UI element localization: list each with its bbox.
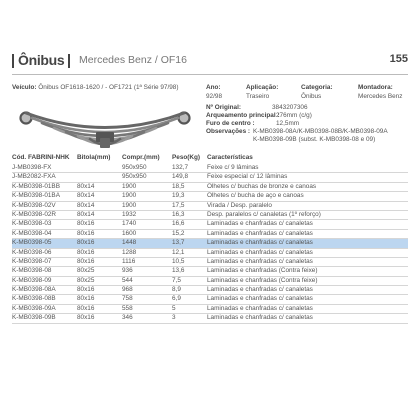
cell-peso: 132,7 bbox=[172, 164, 188, 171]
title-left-bar bbox=[12, 54, 14, 68]
cell-caracteristicas: Laminadas e chanfradas (Contra feixe) bbox=[207, 267, 318, 275]
page-title: Ônibus bbox=[18, 52, 65, 68]
table-row[interactable] bbox=[12, 202, 408, 211]
parts-table bbox=[12, 154, 408, 324]
cell-bitola: 80x16 bbox=[77, 220, 95, 228]
leaf-spring-image bbox=[16, 92, 194, 152]
arqueamento-value: 276mm (c/g) bbox=[276, 112, 312, 119]
info-header-montadora: Montadora: bbox=[358, 84, 393, 91]
table-row[interactable] bbox=[12, 220, 408, 229]
cell-bitola: 80x25 bbox=[77, 276, 95, 284]
info-value-montadora: Mercedes Benz bbox=[358, 93, 403, 100]
header-caracteristicas: Características bbox=[207, 154, 253, 161]
vehicle-label: Veículo: bbox=[12, 84, 37, 91]
cell-comprimento: 1448 bbox=[122, 239, 137, 247]
page-subtitle: Mercedes Benz / OF16 bbox=[79, 54, 187, 66]
table-row[interactable] bbox=[12, 164, 408, 173]
header-comprimento: Compr.(mm) bbox=[122, 154, 160, 161]
table-row[interactable] bbox=[12, 286, 408, 295]
cell-bitola: 80x14 bbox=[77, 201, 95, 209]
cell-codigo: K-MB0398-07 bbox=[12, 257, 52, 265]
cell-codigo: K-MB0398-09 bbox=[12, 276, 52, 284]
cell-codigo: K-MB0398-03 bbox=[12, 220, 52, 228]
cell-codigo: J-MB0398-FX bbox=[12, 164, 52, 171]
cell-caracteristicas: Laminadas e chanfradas c/ canaletas bbox=[207, 239, 313, 247]
cell-codigo: K-MB0398-09A bbox=[12, 304, 56, 312]
cell-peso: 3 bbox=[172, 314, 176, 322]
cell-peso: 6,9 bbox=[172, 295, 181, 303]
info-value-aplicacao: Traseiro bbox=[246, 93, 270, 100]
table-row[interactable] bbox=[12, 173, 408, 182]
cell-caracteristicas: Laminadas e chanfradas c/ canaletas bbox=[207, 286, 313, 294]
cell-codigo: K-MB0398-08B bbox=[12, 295, 56, 303]
cell-comprimento: 1932 bbox=[122, 210, 137, 218]
cell-caracteristicas: Feixe especial c/ 12 lâminas bbox=[207, 173, 288, 181]
cell-codigo: K-MB0398-02V bbox=[12, 201, 56, 209]
table-row[interactable] bbox=[12, 267, 408, 276]
cell-codigo: K-MB0398-02R bbox=[12, 210, 57, 218]
cell-codigo: K-MB0398-05 bbox=[12, 239, 52, 247]
header-rule bbox=[12, 74, 408, 75]
info-value-categoria: Ônibus bbox=[301, 93, 322, 100]
table-row[interactable] bbox=[12, 192, 408, 201]
cell-caracteristicas: Laminadas e chanfradas (Contra feixe) bbox=[207, 276, 318, 284]
cell-bitola: 80x14 bbox=[77, 182, 95, 190]
cell-caracteristicas: Laminadas e chanfradas c/ canaletas bbox=[207, 220, 313, 228]
cell-codigo: K-MB0398-08 bbox=[12, 267, 52, 275]
cell-caracteristicas: Laminadas e chanfradas c/ canaletas bbox=[207, 304, 313, 312]
cell-codigo: J-MB2082-FXA bbox=[12, 173, 56, 181]
cell-bitola: 80x14 bbox=[77, 210, 95, 218]
vehicle-value: Ônibus OF1618-1620 / - OF1721 (1ª Série 97/98) bbox=[38, 84, 179, 91]
cell-codigo: K-MB0398-08A bbox=[12, 286, 56, 294]
observacoes-line-2: K-MB0398-09B (subst. K-MB0398-08 e 09) bbox=[253, 136, 376, 143]
cell-peso: 12,1 bbox=[172, 248, 185, 256]
cell-bitola: 80x16 bbox=[77, 257, 95, 265]
table-header bbox=[12, 154, 408, 164]
header-codigo: Cód. FABRINI-NHK bbox=[12, 154, 70, 161]
cell-comprimento: 1740 bbox=[122, 220, 137, 228]
vehicle-line bbox=[12, 84, 179, 92]
table-row[interactable] bbox=[12, 277, 408, 286]
cell-bitola: 80x14 bbox=[77, 192, 95, 200]
cell-caracteristicas: Desp. paralelos c/ canaletas (1º reforço) bbox=[207, 210, 321, 218]
table-row[interactable] bbox=[12, 249, 408, 258]
cell-comprimento: 1600 bbox=[122, 229, 137, 237]
cell-peso: 18,5 bbox=[172, 182, 185, 190]
cell-peso: 13,6 bbox=[172, 267, 185, 275]
furo-value: 12,5mm bbox=[276, 120, 300, 127]
cell-bitola: 80x16 bbox=[77, 286, 95, 294]
observacoes-line-1: K-MB0398-08A/K-MB0398-08B/K-MB0398-09A bbox=[253, 128, 388, 135]
table-row[interactable] bbox=[12, 211, 408, 220]
table-row[interactable] bbox=[12, 239, 408, 248]
cell-peso: 19,3 bbox=[172, 192, 185, 200]
cell-codigo: K-MB0398-04 bbox=[12, 229, 52, 237]
cell-peso: 16,6 bbox=[172, 220, 185, 228]
original-value: 3843207306 bbox=[272, 104, 308, 111]
table-row[interactable] bbox=[12, 295, 408, 304]
cell-codigo: K-MB0398-01BA bbox=[12, 192, 60, 200]
cell-bitola: 80x16 bbox=[77, 304, 95, 312]
info-header-categoria: Categoria: bbox=[301, 84, 333, 91]
page-number: 155 bbox=[389, 53, 408, 65]
cell-peso: 8,9 bbox=[172, 286, 181, 294]
cell-caracteristicas: Olhetes c/ bucha de aço e canoas bbox=[207, 192, 304, 200]
cell-caracteristicas: Olhetes c/ buchas de bronze e canoas bbox=[207, 182, 317, 190]
cell-caracteristicas: Laminadas e chanfradas c/ canaletas bbox=[207, 248, 313, 256]
info-value-ano: 92/98 bbox=[206, 93, 222, 100]
cell-comprimento: 558 bbox=[122, 304, 133, 312]
cell-codigo: K-MB0398-06 bbox=[12, 248, 52, 256]
info-header-aplicacao: Aplicação: bbox=[246, 84, 279, 91]
cell-peso: 13,7 bbox=[172, 239, 185, 247]
cell-comprimento: 544 bbox=[122, 276, 133, 284]
cell-comprimento: 1900 bbox=[122, 192, 137, 200]
cell-caracteristicas: Laminadas e chanfradas c/ canaletas bbox=[207, 257, 313, 265]
cell-comprimento: 936 bbox=[122, 267, 133, 275]
cell-bitola: 80x16 bbox=[77, 248, 95, 256]
cell-codigo: K-MB0398-09B bbox=[12, 314, 56, 322]
cell-bitola: 80x16 bbox=[77, 295, 95, 303]
cell-bitola: 80x25 bbox=[77, 267, 95, 275]
cell-peso: 7,5 bbox=[172, 276, 181, 284]
cell-comprimento: 346 bbox=[122, 314, 133, 322]
header-peso: Peso(Kg) bbox=[172, 154, 201, 161]
table-row[interactable] bbox=[12, 314, 408, 323]
cell-caracteristicas: Laminadas e chanfradas c/ canaletas bbox=[207, 314, 313, 322]
cell-caracteristicas: Laminadas e chanfradas c/ canaletas bbox=[207, 229, 313, 237]
cell-comprimento: 758 bbox=[122, 295, 133, 303]
cell-peso: 5 bbox=[172, 304, 176, 312]
cell-peso: 10,5 bbox=[172, 257, 185, 265]
cell-caracteristicas: Laminadas e chanfradas c/ canaletas bbox=[207, 295, 313, 303]
cell-comprimento: 950x950 bbox=[122, 173, 147, 181]
cell-comprimento: 1288 bbox=[122, 248, 137, 256]
cell-comprimento: 1900 bbox=[122, 182, 137, 190]
furo-label: Furo de centro : bbox=[206, 120, 255, 127]
cell-peso: 15,2 bbox=[172, 229, 185, 237]
cell-codigo: K-MB0398-01BB bbox=[12, 182, 60, 190]
cell-comprimento: 1116 bbox=[122, 257, 136, 265]
table-row[interactable] bbox=[12, 230, 408, 239]
cell-peso: 149,8 bbox=[172, 173, 188, 181]
table-row[interactable] bbox=[12, 258, 408, 267]
original-label: Nº Original: bbox=[206, 104, 241, 111]
cell-comprimento: 950x950 bbox=[122, 164, 147, 171]
title-right-bar bbox=[68, 54, 70, 68]
table-body bbox=[12, 164, 408, 324]
observacoes-label: Observações : bbox=[206, 128, 251, 135]
cell-caracteristicas: Virada / Desp. paralelo bbox=[207, 201, 272, 209]
cell-bitola: 80x16 bbox=[77, 239, 95, 247]
cell-bitola: 80x16 bbox=[77, 229, 95, 237]
cell-bitola: 80x16 bbox=[77, 314, 95, 322]
page-header bbox=[12, 52, 408, 72]
cell-peso: 16,3 bbox=[172, 210, 185, 218]
info-header-ano: Ano: bbox=[206, 84, 221, 91]
cell-comprimento: 1900 bbox=[122, 201, 137, 209]
table-row[interactable] bbox=[12, 305, 408, 314]
arqueamento-label: Arqueamento principal : bbox=[206, 112, 280, 119]
cell-comprimento: 968 bbox=[122, 286, 133, 294]
cell-peso: 17,5 bbox=[172, 201, 185, 209]
header-bitola: Bitola(mm) bbox=[77, 154, 111, 161]
cell-caracteristicas: Feixe c/ 9 lâminas bbox=[207, 164, 259, 171]
table-row[interactable] bbox=[12, 183, 408, 192]
